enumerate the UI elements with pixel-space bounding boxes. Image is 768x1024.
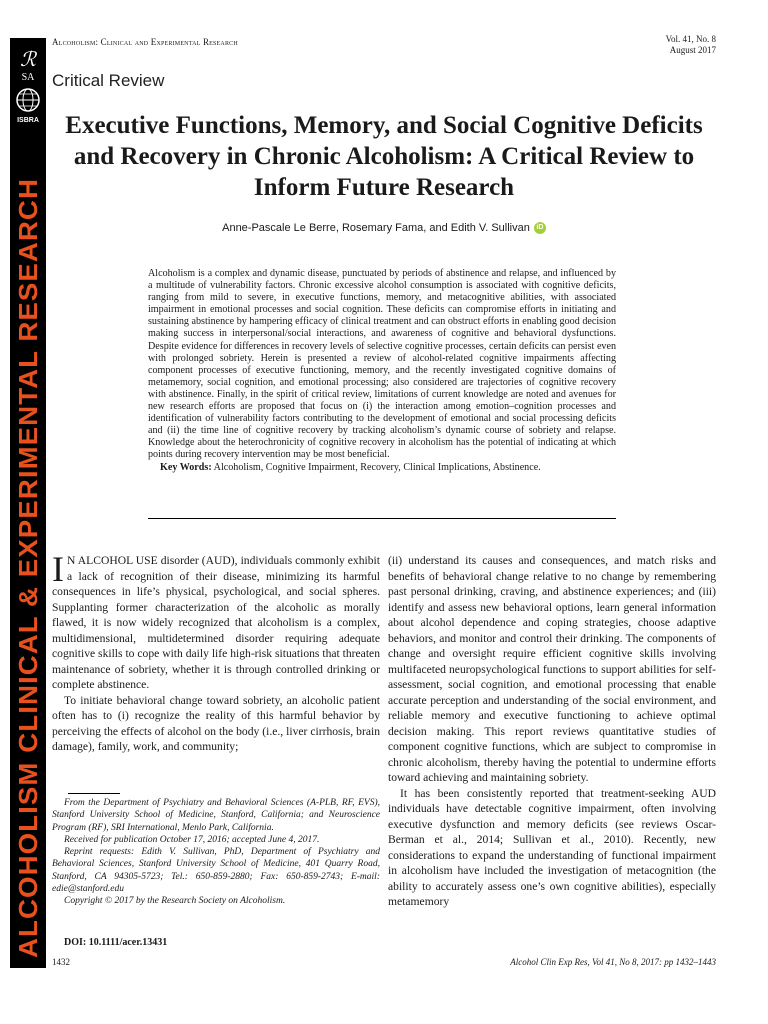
article-title: Executive Functions, Memory, and Social Cognitive Deficits and Recovery in Chronic Alcoholism: A Critical Review to Inform Future Research [65,112,703,201]
section-label: Critical Review [52,71,165,90]
body-paragraph: It has been consistently reported that treatment-seeking AUD individuals have detectable cognitive impairment, often involving executive dysfunction and memory deficits (see reviews Oscar-Berman et al., 2014; Sullivan et al., 2010). Recently, new considerations to expand the understanding of functional impairment in alcoholism have included the investigation of metacognition (the ability to accurately assess one’s own cognitive abilities), especially metamemory [388,786,716,908]
author-names: Anne-Pascale Le Berre, Rosemary Fama, and Edith V. Sullivan [222,222,530,234]
abstract [148,268,616,474]
drop-cap: I [52,549,64,589]
footnote-divider [68,793,120,794]
keywords-list: Alcoholism, Cognitive Impairment, Recovery, Clinical Implications, Abstinence. [213,461,541,473]
body-paragraph: (ii) understand its causes and consequences, and match risks and benefits of behavioral change relative to no change by remembering past personal drinking, craving, and abstinence experiences; and (iii) identify and assess new behavioral options, learn general information about alcohol dependence and coping strategies, choose adaptive behaviors, and monitor and control their drinking. The components of change and oversight require efficient cognitive skills involving multifaceted neuropsychological functions to support abilities for self-assessment, social cognition, and emotional processing that enable accurate perception and understanding of the social environment, and reliable memory and executive functioning to achieve optimal decision making. This report reviews quantitative studies of component cognitive functions, which are subject to compromise in chronic alcoholism, thereby having the potential to undermine efforts toward achieving and maintaining sobriety. [388,554,716,784]
isbra-logo [10,44,46,144]
svg-text:ALCOHOLISM CLINICAL [13,178,43,958]
affiliation-note: From the Department of Psychiatry and Behavioral Sciences (A-PLB, RF, EVS), Stanford University School of Medicine, Stanford, California; and Neuroscience Program (RF), SRI International, Menlo Park, California. [52,798,380,833]
abstract-divider [148,518,616,519]
received-note: Received for publication October 17, 2016; accepted June 4, 2017. [64,834,320,845]
volume-info [666,34,716,56]
keywords-label: Key Words: [160,461,212,473]
footer-citation-text: Alcohol Clin Exp Res, Vol 41, No 8, 2017: pp 1432–1443 [510,957,716,967]
footer-citation [510,957,716,967]
orcid-icon[interactable]: iD [534,222,546,234]
page-number: 1432 [52,957,70,967]
abstract-text: Alcoholism is a complex and dynamic disease, punctuated by periods of abstinence and relapse, and influenced by a multitude of vulnerability factors. Chronic excessive alcohol consumption is associated with cognitive deficits, ranging from mild to severe, in executive functions, memory, and metacognitive abilities, with associated impairment in emotional processes and social cognition. These deficits can compromise efforts in initiating and sustaining abstinence by hampering efficacy of clinical treatment and can obstruct efforts in enabling good decision making success in interpersonal/social interactions, and awareness of cognitive and behavioral dysfunctions. Despite evidence for differences in recovery levels of selective cognitive processes, certain deficits can persist even with prolonged sobriety. Herein is presented a review of alcohol-related cognitive impairments affecting component processes of executive functioning, memory, and the recently investigated cognitive domains of metamemory, social cognition, and emotional processing; also considered are trajectories of cognitive recovery with abstinence. Finally, in the spirit of critical review, limitations of current knowledge are noted and avenues for new research efforts are proposed that focus on (i) the interaction among emotion–cognition processes and identification of vulnerability factors contributing to the development of emotional and social processing deficits and (ii) the time line of cognitive recovery by tracking alcoholism’s dynamic course of sobriety and relapse. Knowledge about the heterochronicity of cognitive recovery in alcoholism has the potential of indicating at which points during recovery intervention may be most beneficial. [148,268,616,461]
body-column-left [52,549,380,755]
footnotes [52,797,380,908]
author-line [52,222,716,234]
volume-number: Vol. 41, No. 8 [665,34,716,44]
spine-word-alcoholism: ALCOHOLISM [13,765,43,958]
spine-journal-title [10,158,46,958]
body-paragraph-text: N ALCOHOL USE disorder (AUD), individuals commonly exhibit a lack of recognition of their disease, minimizing its harmful consequences in life’s physical, psychological, and social spheres. Supplanting former characterization of the alcoholic as morally flawed, it is now widely recognized that alcoholism is a complex, multidimensional, multidetermined disorder requiring adequate cognitive skills to cope with daily life high-risk situations that threaten maintenance of sobriety, whether it is through controlled drinking or complete abstinence. [52,554,380,691]
reprint-note: Reprint requests: Edith V. Sullivan, PhD, Department of Psychiatry and Behavioral Sciences, Stanford University School of Medicine, 401 Quarry Road, Stanford, CA 94305-5723; Tel.: 650-859-2880; Fax: 650-859-2743; E-mail: edie@stanford.edu [52,847,380,895]
keywords [148,462,616,474]
body-paragraph [52,549,380,693]
isbra-logo-label: ISBRA [17,117,39,124]
issue-date: August 2017 [669,45,716,55]
spine-word-clinical: CLINICAL & EXPERIMENTAL RESEARCH [13,212,43,753]
running-header: Alcoholism: Clinical and Experimental Research [52,37,238,47]
doi[interactable]: DOI: 10.1111/acer.13431 [64,937,168,948]
copyright-note: Copyright © 2017 by the Research Society on Alcoholism. [64,896,286,907]
svg-text:SA: SA [21,72,35,83]
journal-spine [10,38,46,968]
body-column-right [388,553,716,910]
body-paragraph: To initiate behavioral change toward sobriety, an alcoholic patient often has to (i) recognize the reality of this harmful behavior by perceiving the effects of alcohol on the body (i.e., liver cirrhosis, brain damage), family, work, and community; [52,693,380,753]
svg-text:ℛ: ℛ [20,49,36,71]
